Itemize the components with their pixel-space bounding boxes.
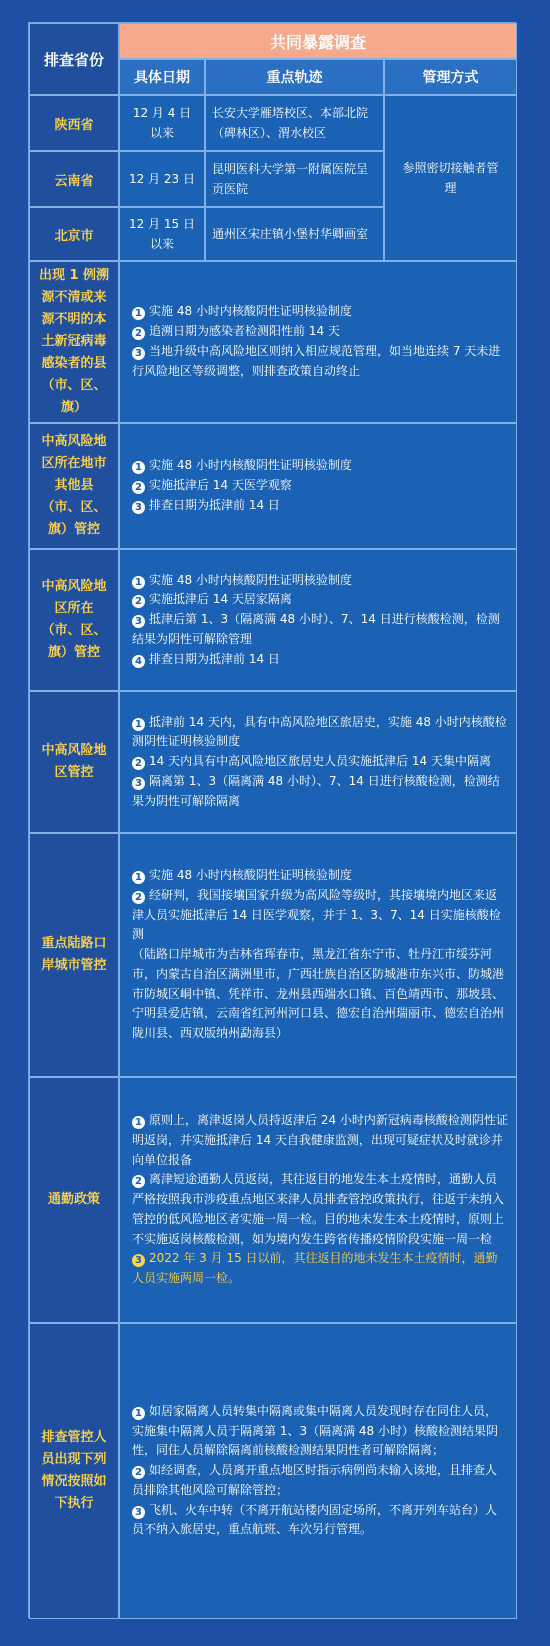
list-item: 3 飞机、火车中转（不离开航站楼内固定场所，不离开列车站台）人员不纳入旅居史，重点航班、车次另行管理。	[132, 1502, 498, 1537]
number-badge-icon: 2	[132, 327, 145, 340]
section-body-risk-area	[119, 691, 517, 833]
date-shaanxi: 12 月 4 日 以来	[119, 95, 205, 151]
list-item: 3 抵津后第 1、3（隔离满 48 小时）、7、14 日进行核酸检测，检测结果为阴性可解除管理	[132, 612, 500, 646]
number-badge-icon: 3	[132, 1254, 145, 1267]
number-badge-icon: 3	[132, 501, 145, 514]
number-badge-icon: 1	[132, 1116, 145, 1129]
number-badge-icon: 2	[132, 481, 145, 494]
section-label-special-cases: 排查管控人员出现下列情况按照如下执行	[29, 1323, 119, 1619]
province-shaanxi: 陕西省	[29, 95, 119, 151]
number-badge-icon: 2	[132, 891, 145, 904]
list-item: 1 实施 48 小时内核酸阴性证明核验制度	[132, 866, 508, 886]
number-badge-icon: 4	[132, 655, 145, 668]
list-item: 1 如居家隔离人员转集中隔离或集中隔离人员发现时存在同住人员，实施集中隔离人员于隔离第 1、3（隔离满 48 小时）核酸检测结果阴性，同住人员解除隔离前核酸检测结果阴性者可解除隔离；	[132, 1403, 498, 1458]
number-badge-icon: 3	[132, 777, 145, 790]
list-item: 3 当地升级中高风险地区则纳入相应规范管理，如当地连续 7 天未进行风险地区等级调整，则排查政策自动终止	[132, 344, 501, 378]
list-item: 2 实施抵津后 14 天居家隔离	[132, 590, 508, 610]
number-badge-icon: 1	[132, 461, 145, 474]
track-beijing: 通州区宋庄镇小堡村华卿画室	[205, 207, 384, 261]
list-item: 3 隔离第 1、3（隔离满 48 小时）、7、14 日进行核酸检测，检测结果为阴性可解除隔离	[132, 773, 500, 808]
section-body-commute-policy	[119, 1077, 517, 1323]
list-item: 2 如经调查，人员离开重点地区时指示病例尚未输入该地，且排查人员排除其他风险可解除管控；	[132, 1463, 498, 1497]
list-item-highlight: 3 2022 年 3 月 15 日以前，其往返目的地未发生本土疫情时，通勤人员实施两周一检。	[132, 1251, 498, 1286]
policy-table	[28, 22, 516, 1618]
number-badge-icon: 2	[132, 1175, 145, 1188]
header-exposure-group: 共同暴露调查	[119, 23, 517, 59]
management-method: 参照密切接触者管理	[384, 95, 517, 261]
province-yunnan: 云南省	[29, 151, 119, 207]
port-cities-note: （陆路口岸城市为吉林省珲春市，黑龙江省东宁市、牡丹江市绥芬河市，内蒙古自治区满洲里市，广西壮族自治区防城港市东兴市、防城港市防城区峒中镇、凭祥市、龙州县西端水口镇、百色靖西市、那坡县、宁明县爱店镇，云南省红河州河口县、德宏自治州瑞丽市、德宏自治州陇川县、西双版纳州勐海县）	[132, 947, 505, 1041]
section-body-untraced-case	[119, 261, 517, 423]
section-body-special-cases	[119, 1323, 517, 1619]
number-badge-icon: 1	[132, 1407, 145, 1420]
number-badge-icon: 2	[132, 757, 145, 770]
date-yunnan: 12 月 23 日	[119, 151, 205, 207]
number-badge-icon: 1	[132, 718, 145, 731]
province-beijing: 北京市	[29, 207, 119, 261]
number-badge-icon: 3	[132, 347, 145, 360]
header-management: 管理方式	[384, 59, 517, 95]
list-item: 2 经研判，我国接壤国家升级为高风险等级时，其接壤境内地区来返津人员实施抵津后 14 日医学观察，并于 1、3、7、14 日实施核酸检测	[132, 887, 501, 942]
header-province: 排查省份	[29, 23, 119, 95]
section-label-land-port-cities: 重点陆路口岸城市管控	[29, 833, 119, 1077]
header-track: 重点轨迹	[205, 59, 384, 95]
date-beijing: 12 月 15 日 以来	[119, 207, 205, 261]
list-item: 4 排查日期为抵津前 14 日	[132, 650, 508, 670]
list-item: 2 实施抵津后 14 天医学观察	[132, 476, 508, 496]
number-badge-icon: 2	[132, 1466, 145, 1479]
section-label-risk-area: 中高风险地区管控	[29, 691, 119, 833]
list-item: 1 实施 48 小时内核酸阴性证明核验制度	[132, 571, 508, 591]
section-body-same-city-counties	[119, 423, 517, 549]
list-item: 2 14 天内具有中高风险地区旅居史人员实施抵津后 14 天集中隔离	[132, 752, 508, 772]
section-label-commute-policy: 通勤政策	[29, 1077, 119, 1323]
section-label-risk-area-county: 中高风险地区所在（市、区、旗）管控	[29, 549, 119, 691]
list-item: 2 离津短途通勤人员返岗，其往返目的地发生本土疫情时，通勤人员严格按照我市涉疫重点地区来津人员排查管控政策执行，往返于未纳入管控的低风险地区者实施一周一检。目的地未发生本土疫情时，原则上不实施返岗核酸检测，如为境内发生跨省传播疫情阶段实施一周一检	[132, 1172, 505, 1246]
header-date: 具体日期	[119, 59, 205, 95]
section-label-untraced-case: 出现 1 例溯源不清或来源不明的本土新冠病毒感染者的县（市、区、旗）	[29, 261, 119, 423]
section-label-same-city-counties: 中高风险地区所在地市其他县（市、区、旗）管控	[29, 423, 119, 549]
list-item: 2 追溯日期为感染者检测阳性前 14 天	[132, 322, 508, 342]
list-item: 1 原则上，离津返岗人员持返津后 24 小时内新冠病毒核酸检测阴性证明返岗，并实施抵津后 14 天自我健康监测，出现可疑症状及时就诊并向单位报备	[132, 1112, 508, 1167]
track-shaanxi: 长安大学雁塔校区、本部北院（碑林区）、渭水校区	[205, 95, 384, 151]
list-item: 3 排查日期为抵津前 14 日	[132, 496, 508, 516]
list-item: 1 抵津前 14 天内，具有中高风险地区旅居史，实施 48 小时内核酸检测阴性证明核验制度	[132, 714, 507, 749]
number-badge-icon: 1	[132, 576, 145, 589]
number-badge-icon: 3	[132, 615, 145, 628]
list-item: 1 实施 48 小时内核酸阴性证明核验制度	[132, 302, 508, 322]
track-yunnan: 昆明医科大学第一附属医院呈贡医院	[205, 151, 384, 207]
number-badge-icon: 1	[132, 307, 145, 320]
number-badge-icon: 2	[132, 595, 145, 608]
section-body-risk-area-county	[119, 549, 517, 691]
number-badge-icon: 1	[132, 871, 145, 884]
section-body-land-port-cities	[119, 833, 517, 1077]
list-item: 1 实施 48 小时内核酸阴性证明核验制度	[132, 456, 508, 476]
number-badge-icon: 3	[132, 1506, 145, 1519]
